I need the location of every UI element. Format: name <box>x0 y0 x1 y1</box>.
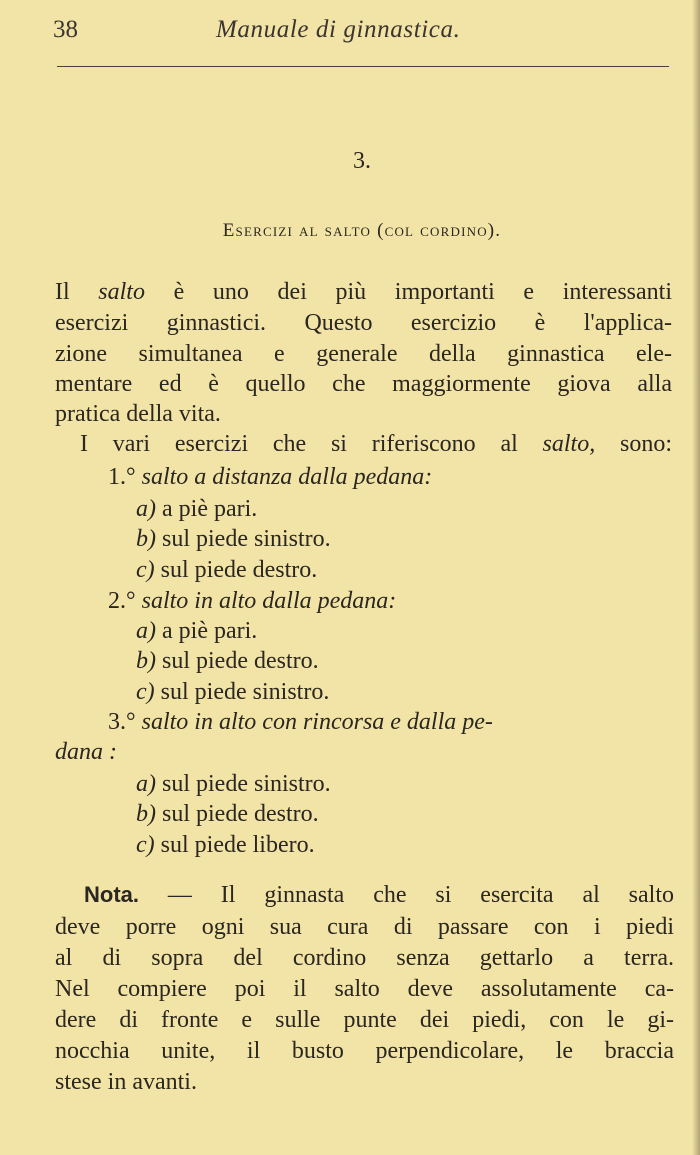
intro-text: è uno dei più importanti e interessanti <box>144 279 672 305</box>
list-intro-emphasis: salto, <box>542 431 596 457</box>
group-number: 3.° <box>108 709 136 735</box>
item-text: sul piede sinistro. <box>162 526 331 552</box>
group-title: salto a distanza dalla pedana: <box>141 464 433 490</box>
list-intro-text: I vari esercizi che si riferiscono al <box>80 431 543 457</box>
section-number: 3. <box>353 148 371 174</box>
nota-line-1 <box>84 880 674 910</box>
item-letter: c) <box>136 557 155 583</box>
intro-line-4: mentare ed è quello che maggiormente giova alla <box>55 371 672 397</box>
group-number: 2.° <box>108 588 136 614</box>
intro-emphasis: salto <box>98 279 145 305</box>
item-text: sul piede sinistro. <box>162 771 331 797</box>
item-text: sul piede destro. <box>160 557 318 583</box>
list-item <box>136 555 317 585</box>
list-item <box>136 524 331 554</box>
group-1-heading <box>108 462 432 492</box>
nota-line-4: Nel compiere poi il salto deve assolutamente ca- <box>55 976 674 1002</box>
item-text: sul piede sinistro. <box>160 679 330 705</box>
header-rule <box>57 66 669 67</box>
intro-line-5: pratica della vita. <box>55 401 221 427</box>
group-number: 1.° <box>108 464 136 490</box>
item-letter: a) <box>136 496 156 522</box>
item-letter: c) <box>136 679 155 705</box>
page-number: 38 <box>53 16 78 43</box>
nota-text: — Il ginnasta che si esercita al salto <box>139 882 674 908</box>
list-item <box>136 830 315 860</box>
list-item <box>136 799 319 829</box>
item-text: sul piede destro. <box>162 801 319 827</box>
group-2-heading <box>108 586 396 616</box>
list-item <box>136 677 329 707</box>
nota-line-6: nocchia unite, il busto perpendicolare, le braccia <box>55 1038 674 1064</box>
list-item <box>136 769 331 799</box>
item-text: sul piede destro. <box>162 648 319 674</box>
group-3-heading <box>108 707 493 737</box>
page-header <box>0 14 700 54</box>
list-item <box>136 646 319 676</box>
list-intro <box>80 429 672 459</box>
list-item <box>136 616 257 646</box>
nota-line-3: al di sopra del cordino senza gettarlo a terra. <box>55 945 674 971</box>
list-item <box>136 494 257 524</box>
nota-line-7: stese in avanti. <box>55 1069 197 1095</box>
item-text: sul piede libero. <box>160 832 315 858</box>
section-title: Esercizi al salto (col cordino). <box>222 220 502 241</box>
running-title: Manuale di ginnastica. <box>216 16 461 43</box>
nota-line-5: dere di fronte e sulle punte dei piedi, con le gi- <box>55 1007 674 1033</box>
group-title: salto in alto con rincorsa e dalla pe- <box>141 709 493 735</box>
group-3-heading-cont: dana : <box>55 739 117 765</box>
nota-line-2: deve porre ogni sua cura di passare con i piedi <box>55 914 674 940</box>
intro-line-3: zione simultanea e generale della ginnastica ele- <box>55 341 672 367</box>
item-text: a piè pari. <box>162 496 258 522</box>
group-title: salto in alto dalla pedana: <box>141 588 397 614</box>
intro-line-1 <box>55 277 672 307</box>
intro-text: Il <box>55 279 99 305</box>
list-intro-text: sono: <box>595 431 672 457</box>
item-letter: a) <box>136 618 156 644</box>
item-letter: c) <box>136 832 155 858</box>
intro-line-2: esercizi ginnastici. Questo esercizio è l'applica- <box>55 310 672 336</box>
nota-label: Nota. <box>84 882 139 907</box>
item-letter: b) <box>136 526 156 552</box>
item-letter: b) <box>136 648 156 674</box>
item-letter: b) <box>136 801 156 827</box>
item-letter: a) <box>136 771 156 797</box>
item-text: a piè pari. <box>162 618 258 644</box>
